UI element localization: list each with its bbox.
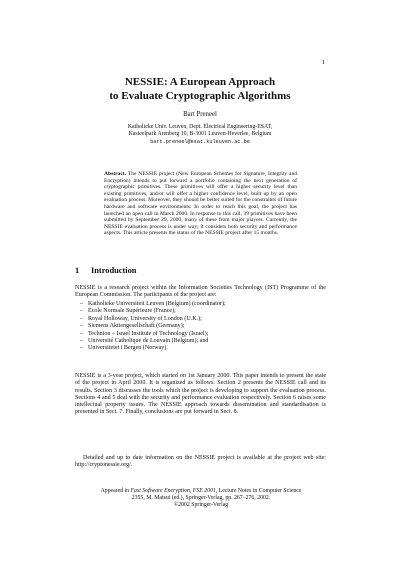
section-title: Introduction	[91, 266, 137, 275]
abstract-text: The NESSIE project (New European Schemes for Signature, Integrity and Encryption) intends to put forward a portfolio containing the next generation of cryptographic primitives. These primitives will offer a higher security level than existing primitives, and/or will offer a higher confidence level, built up by an open evaluation process. Moreover, they should be better suited for the constraints of future hardware and software environments. In order to reach this goal, the project has launched an open call in March 2000. In response to this call, 39 primitives have been submitted by September 29, 2000, many of these from major players. Currently, the NESSIE evaluation process is under way; it considers both security and performance aspects. This article presents the status of the NESSIE project after 15 months.	[104, 171, 297, 237]
abstract	[104, 171, 297, 237]
partner-list	[80, 301, 320, 353]
title-line-2: to Evaluate Cryptographic Algorithms	[109, 89, 291, 102]
footnote-copyright: ©2002 Springer-Verlag	[173, 502, 229, 509]
list-item: – École Normale Supérieure (France);	[80, 308, 176, 315]
footnote-prefix: Appeared in	[100, 488, 130, 494]
partner-name: Université Catholique de Louvain (Belgium); and	[88, 338, 209, 345]
list-item: – Technion – Israel Institute of Technology (Israel);	[80, 330, 209, 337]
paragraph-3: Detailed and up to date information on the NESSIE project is available at the project web site: http://cryptonessie.org/.	[75, 455, 326, 469]
footnote-details: , Lecture Notes in Computer Science 2355, M. Matsui (ed.), Springer-Verlag, pp. 267–276, 2002.	[131, 488, 302, 502]
partner-name: Siemens Aktiengesellschaft (Germany);	[88, 323, 185, 330]
list-item: – Siemens Aktiengesellschaft (Germany);	[80, 323, 185, 330]
intro-paragraph: NESSIE is a research project within the Information Societies Technology (IST) Programme of the European Commission. The participants of the project are:	[75, 285, 326, 299]
author-name: Bart Preneel	[183, 111, 217, 118]
title-line-1: NESSIE: A European Approach	[124, 76, 276, 88]
page-number: 1	[321, 59, 325, 66]
partner-name: Royal Holloway, University of London (U.K.);	[88, 315, 202, 322]
list-item: – Universitetet i Bergen (Norway).	[80, 345, 168, 352]
list-item: – Université Catholique de Louvain (Belgium); and	[80, 338, 209, 345]
affiliation-line-1: Katholieke Univ. Leuven, Dept. Electrical Engineering-ESAT,	[127, 124, 273, 130]
paragraph-2: NESSIE is a 3-year project, which started on 1st January 2000. This paper intends to present the state of the project in April 2000. It is organized as follows. Section 2 presents the NESSIE call and its results. Section 3 discusses the tools which the project is developing to support the evaluation process. Sections 4 and 5 deal with the security and performance evaluation respectively. Section 6 raises some intellectual property issues. The NESSIE approach towards dissemination and standardisation is presented in Sect. 7. Finally, conclusions are put forward in Sect. 8.	[75, 373, 326, 416]
title-block	[75, 76, 325, 146]
list-item: – Royal Holloway, University of London (U.K.);	[80, 315, 202, 322]
partner-name: Technion – Israel Institute of Technology (Israel);	[88, 330, 209, 337]
author-email: bart.preneel@esat.kuleuven.ac.be	[150, 138, 250, 145]
abstract-heading: Abstract.	[104, 171, 127, 177]
partner-name: École Normale Supérieure (France);	[88, 308, 176, 315]
affiliation-line-2: Kasteelpark Arenberg 10, B-3001 Leuven-Heverlee, Belgium	[128, 131, 272, 138]
affiliation	[75, 124, 325, 146]
list-item: – Katholieke Universiteit Leuven (Belgium) (coordinator);	[80, 301, 226, 307]
section-heading	[75, 266, 136, 275]
partner-name: Katholieke Universiteit Leuven (Belgium) (coordinator);	[88, 301, 226, 307]
footnote-venue: Fast Software Encryption, FSE 2001	[130, 488, 216, 494]
paper-title	[75, 76, 325, 103]
section-number: 1	[75, 266, 80, 275]
publication-footnote	[95, 488, 307, 509]
partner-name: Universitetet i Bergen (Norway).	[88, 345, 168, 352]
